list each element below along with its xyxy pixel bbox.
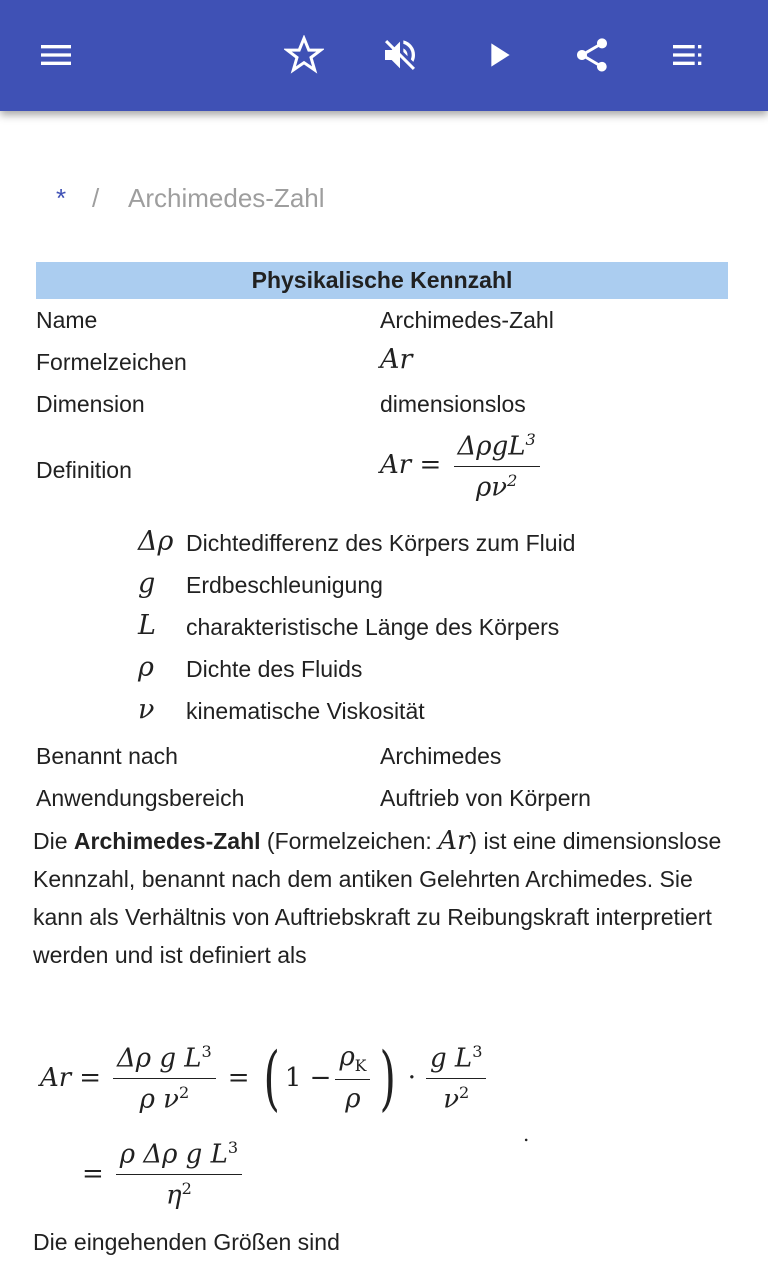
eq-sign: = <box>79 1063 102 1094</box>
legend-text: Dichtedifferenz des Körpers zum Fluid <box>186 530 576 556</box>
breadcrumb-separator: / <box>92 183 100 213</box>
row-label: Name <box>36 307 98 333</box>
breadcrumb-home[interactable]: * <box>56 183 67 213</box>
eq-lhs: Ar <box>40 1063 72 1094</box>
text: Die <box>33 828 74 854</box>
exponent: 2 <box>178 1082 190 1102</box>
fraction <box>116 1138 242 1210</box>
term: Archimedes-Zahl <box>73 828 261 854</box>
legend-symbol: ν <box>138 694 155 725</box>
formula-lhs: Ar = <box>380 450 442 481</box>
fraction <box>335 1042 370 1114</box>
app-toolbar <box>0 0 768 111</box>
footer-text: Die eingehenden Größen sind <box>33 1229 340 1255</box>
fraction <box>454 430 540 502</box>
exponent: 2 <box>507 470 518 490</box>
denominator: ρν <box>475 472 508 503</box>
denominator: ν <box>443 1084 459 1115</box>
eq-sign: = <box>227 1063 250 1094</box>
intro-paragraph <box>33 822 733 974</box>
exponent: 2 <box>181 1178 192 1198</box>
play-icon[interactable] <box>474 31 522 79</box>
star-icon[interactable] <box>280 31 328 79</box>
definition-formula <box>380 430 544 502</box>
paren-close: ) <box>379 1037 397 1120</box>
legend-text: charakteristische Länge des Körpers <box>186 614 560 640</box>
eq-dot: · <box>407 1063 416 1094</box>
row-value: Archimedes-Zahl <box>380 307 554 333</box>
text: ) ist eine dimensionslose Kennzahl, benannt nach dem antiken Gelehrten Archimedes. Sie kann als Verhältnis von Auftriebskraft zu Reibungskraft interpretiert werden und ist definiert als <box>33 828 722 968</box>
row-value: Archimedes <box>380 743 502 769</box>
numerator: ΔρgL <box>457 431 526 462</box>
fraction <box>113 1042 216 1114</box>
numerator: Δρ g L <box>117 1043 202 1074</box>
exponent: 3 <box>201 1042 212 1061</box>
legend-text: kinematische Viskosität <box>186 698 425 724</box>
share-icon[interactable] <box>568 31 616 79</box>
playlist-icon[interactable] <box>664 31 712 79</box>
row-label: Definition <box>36 457 132 483</box>
row-label: Benannt nach <box>36 743 178 769</box>
eq-period: . <box>523 1122 530 1146</box>
row-label: Formelzeichen <box>36 349 187 375</box>
legend-symbol: g <box>138 568 156 599</box>
legend-symbol: Δρ <box>138 526 174 557</box>
row-value: Ar <box>380 344 413 375</box>
denominator: ρ ν <box>139 1084 179 1115</box>
legend-symbol: ρ <box>138 652 154 683</box>
eq-sign: = <box>82 1159 104 1190</box>
row-value: Auftrieb von Körpern <box>380 785 591 811</box>
menu-icon[interactable] <box>32 31 80 79</box>
paren-open: ( <box>263 1037 280 1120</box>
numerator: ρ Δρ g L <box>119 1139 228 1170</box>
exponent: 2 <box>459 1082 470 1102</box>
exponent: 3 <box>472 1042 483 1061</box>
symbol: Ar <box>438 826 470 856</box>
row-value: dimensionslos <box>380 391 526 417</box>
legend-symbol: L <box>138 610 156 641</box>
fraction <box>426 1042 486 1114</box>
subscript: K <box>354 1057 367 1076</box>
row-label: Dimension <box>36 391 145 417</box>
numerator: ρ <box>339 1042 355 1073</box>
exponent: 3 <box>227 1138 239 1157</box>
volume-off-icon[interactable] <box>376 31 424 79</box>
text: (Formelzeichen: <box>260 828 439 854</box>
equation-line-2 <box>82 1138 246 1210</box>
breadcrumb-current: Archimedes-Zahl <box>128 183 325 213</box>
legend-text: Dichte des Fluids <box>186 656 363 682</box>
numerator: g L <box>430 1043 473 1074</box>
breadcrumb <box>56 183 325 214</box>
eq-term: 1 − <box>284 1063 332 1094</box>
equation-line-1 <box>40 1037 490 1120</box>
exponent: 3 <box>525 430 536 449</box>
denominator: ρ <box>345 1084 361 1115</box>
row-label: Anwendungsbereich <box>36 785 245 811</box>
legend-text: Erdbeschleunigung <box>186 572 383 598</box>
infobox-header: Physikalische Kennzahl <box>36 262 728 299</box>
denominator: η <box>166 1180 182 1211</box>
